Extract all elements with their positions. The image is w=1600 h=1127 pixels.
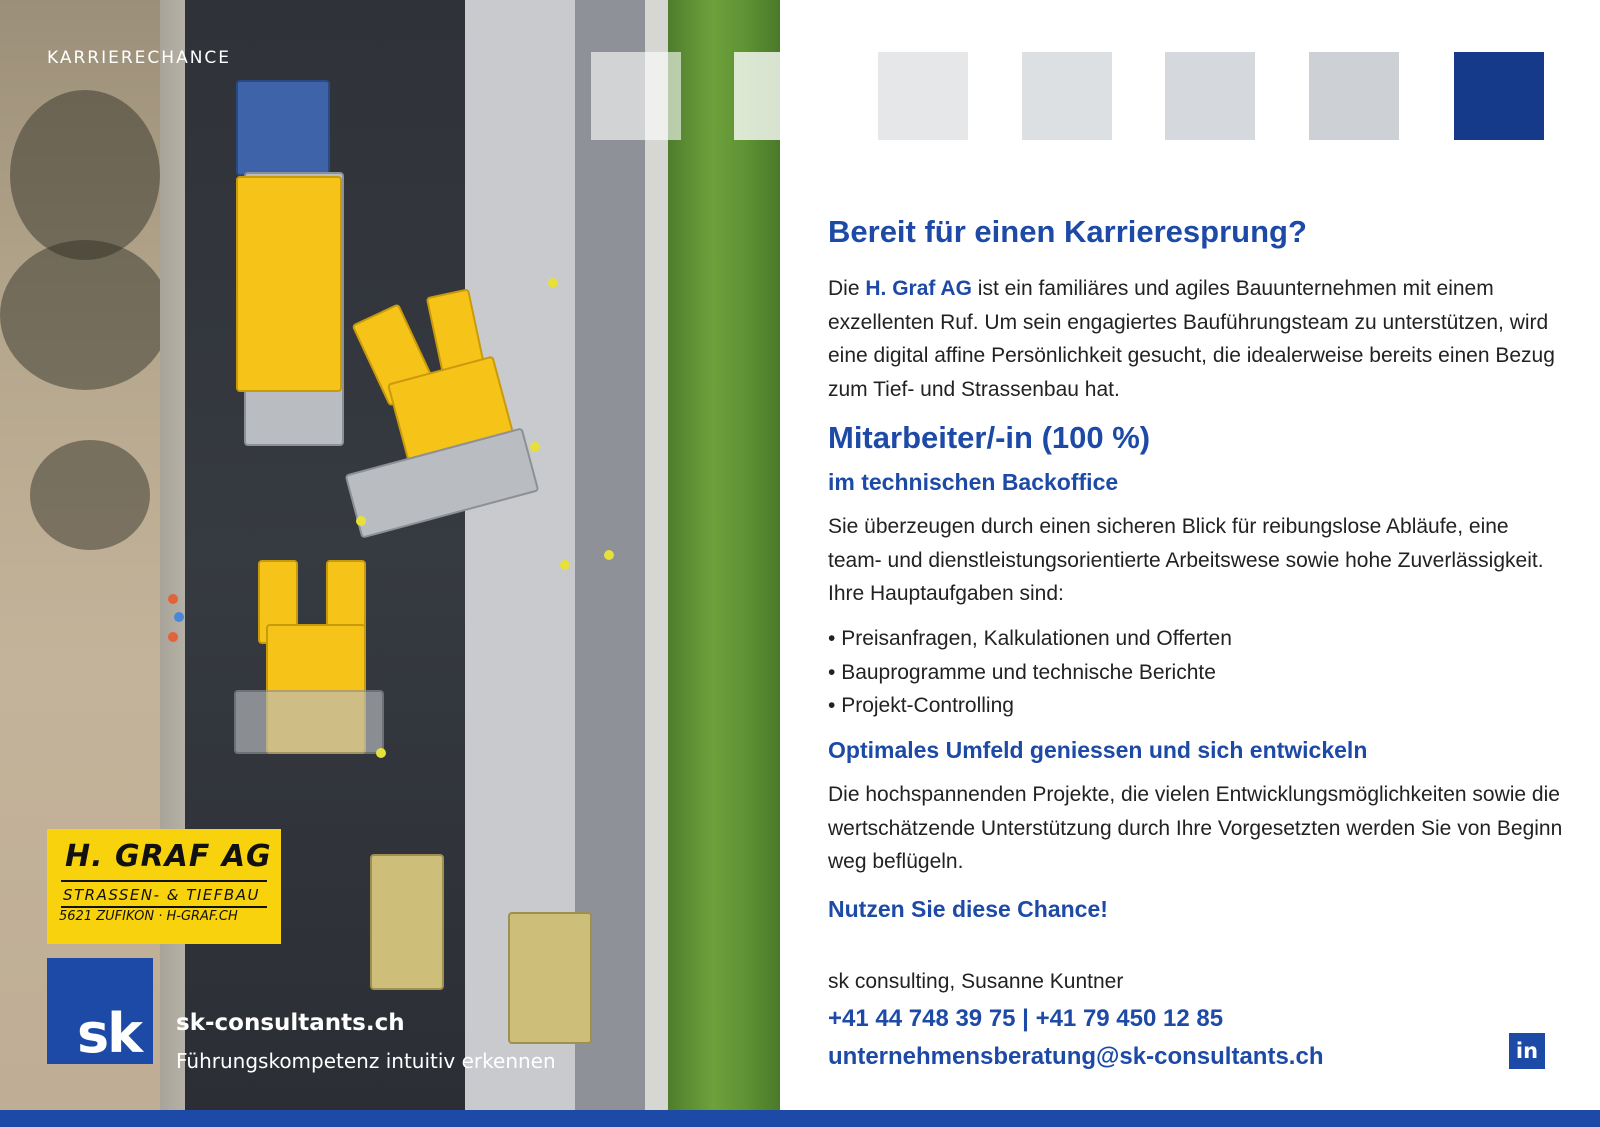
- profile-paragraph: Sie überzeugen durch einen sicheren Blick für reibungslose Abläufe, eine team- und dienstleistungsorientierte Arbeitswese sowie hohe Zuverlässigkeit. Ihre Hauptaufgaben sind:: [828, 515, 1544, 605]
- contact-name: sk consulting, Susanne Kuntner: [828, 970, 1124, 993]
- sk-tagline: Führungskompetenz intuitiv erkennen: [176, 1049, 556, 1073]
- task-list: [828, 622, 1232, 723]
- decor-square-1: [591, 52, 681, 140]
- graf-logo-address: 5621 ZUFIKON · H-GRAF.CH: [59, 909, 238, 924]
- decor-square-5: [1165, 52, 1255, 140]
- company-name: H. Graf AG: [865, 277, 972, 300]
- list-item: • Projekt-Controlling: [828, 689, 1232, 723]
- contact-email[interactable]: unternehmensberatung@sk-consultants.ch: [828, 1043, 1324, 1070]
- h-graf-logo: [47, 829, 281, 944]
- job-title: Mitarbeiter/-in (100 %): [828, 420, 1151, 455]
- main-heading: Bereit für einen Karrieresprung?: [828, 214, 1307, 249]
- decor-square-2: [734, 52, 824, 140]
- environment-paragraph: Die hochspannenden Projekte, die vielen Entwicklungsmöglichkeiten sowie die wertschätzende Unterstützung durch Ihre Vorgesetzten werden Sie von Beginn weg beflügeln.: [828, 783, 1563, 873]
- graf-logo-name: H. GRAF AG: [65, 839, 272, 874]
- decor-square-3: [878, 52, 968, 140]
- environment-heading: Optimales Umfeld geniessen und sich entwickeln: [828, 737, 1368, 763]
- list-item: • Bauprogramme und technische Berichte: [828, 656, 1232, 690]
- intro-paragraph: Die H. Graf AG ist ein familiäres und agiles Bauunternehmen mit einem exzellenten Ruf. Um sein engagiertes Bauführungsteam zu unterstützen, wird eine digital affine Persönlichkeit gesucht, die idealerweise bereits einen Bezug zum Tief- und Strassenbau hat.: [828, 277, 1555, 401]
- list-item: • Preisanfragen, Kalkulationen und Offerten: [828, 622, 1232, 656]
- graf-logo-subtitle: STRASSEN- & TIEFBAU: [63, 886, 260, 904]
- construction-aerial-photo: [0, 0, 780, 1110]
- sk-website[interactable]: sk-consultants.ch: [176, 1010, 405, 1036]
- decor-square-4: [1022, 52, 1112, 140]
- sk-logo-mark: sk: [77, 1002, 142, 1065]
- section-label: KARRIERECHANCE: [47, 48, 232, 68]
- decor-square-7: [1454, 52, 1544, 140]
- job-subtitle: im technischen Backoffice: [828, 469, 1119, 495]
- linkedin-icon[interactable]: in: [1509, 1033, 1545, 1069]
- call-to-action: Nutzen Sie diese Chance!: [828, 896, 1108, 922]
- bottom-accent-bar: [0, 1110, 1600, 1127]
- decor-square-6: [1309, 52, 1399, 140]
- contact-phones[interactable]: +41 44 748 39 75 | +41 79 450 12 85: [828, 1005, 1224, 1032]
- sk-logo: [47, 958, 153, 1064]
